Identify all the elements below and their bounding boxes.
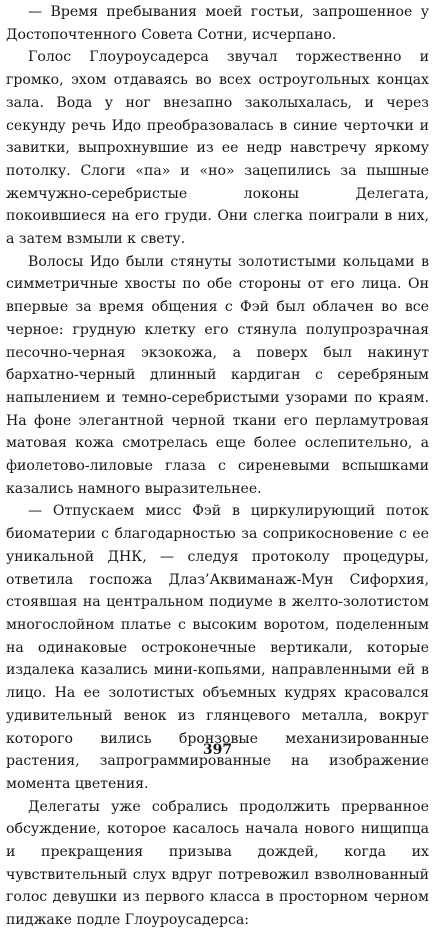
paragraph-5: Делегаты уже собрались продолжить прерванное обсуждение, которое касалось начала нового нищипца и прекращения призыва дождей, когда их чувствительный слух вдруг потревожил взволнованный голос девушки из первого класса в просторном черном пиджаке подле Глоуроусадерса:	[6, 798, 429, 929]
paragraph-2: Голос Глоуроусадерса звучал торжественно и громко, эхом отдаваясь во всех остроугольных концах зала. Вода у ног внезапно заколыхалась, и через секунду речь Идо преобразовалась в синие черточки и завитки, выпрохнувшие из ее недр навстречу яркому потолку. Слоги «па» и «но» зацепились за пышные жемчужно-серебристые локоны Делегата, покоившиеся на его груди. Они слегка поиграли в них, а затем взмыли к свету.	[6, 49, 429, 248]
page-number: 397	[202, 742, 233, 758]
paragraph-4: — Отпускаем мисс Фэй в циркулирующий поток биоматерии с благодарностью за соприкосновение с ее уникальной ДНК, — следуя протоколу процедуры, ответила госпожа Длаз’Аквиманаж-Мун Сифорхия, стоявшая на центральном подиуме в желто-золотистом многослойном платье с высоким воротом, поделенным на одинаковые остроконечные вертикали, которые издалека казались мини-копьями, направленными ей в лицо. На ее золотистых объемных кудрях красовался удивительный венок из глянцевого металла, вокруг которого вились бронзовые механизированные растения, запрограммированные на изображение момента цветения.	[6, 503, 429, 792]
paragraph-3: Волосы Идо были стянуты золотистыми кольцами в симметричные хвосты по обе стороны от его лица. Он впервые за время общения с Фэй был облачен во все черное: грудную клетку его стянула полупрозрачная песочно-черная экзокожа, а поверх был накинут бархатно-черный длинный кардиган с серебряным напылением и темно-серебристыми узорами по краям. На фоне элегантной черной ткани его перламутровая матовая кожа смотрелась еще более ослепительно, а фиолетово-лиловые глаза с сиреневыми вспышками казались намного выразительнее.	[6, 253, 429, 497]
book-page	[6, 1, 429, 929]
paragraph-1: — Время пребывания моей гостьи, запрошенное у Достопочтенного Совета Сотни, исчерпано.	[6, 4, 429, 43]
